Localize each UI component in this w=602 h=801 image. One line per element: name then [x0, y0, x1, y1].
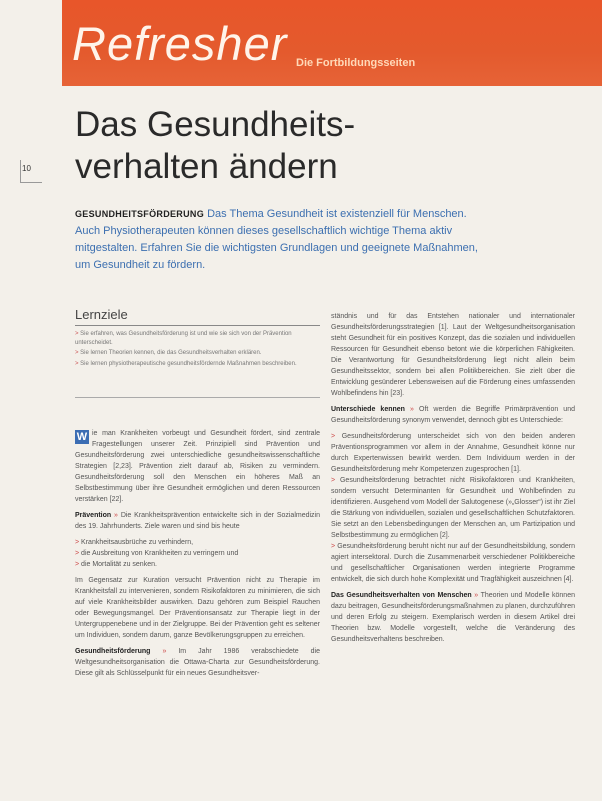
- body-column-left: [75, 428, 320, 780]
- body-column-right: [331, 311, 575, 781]
- learning-goals-list: [75, 330, 320, 368]
- lead-paragraph: [75, 206, 485, 274]
- list-item: > die Mortalität zu senken.: [75, 559, 320, 570]
- behavior-text: Theorien und Modelle können dazu beitragen, Gesundheitsförderungsmaßnahmen zu planen, durchzuführen und deren Erfolg zu steigern. Exemplarisch werden in diesem Artikel drei Theorien bzw. Modelle vorgestellt, welche die Veränderung des Gesundheitsverhaltens beschreiben.: [331, 592, 575, 643]
- differences-paragraph: Unterschiede kennen » Oft werden die Begriffe Primärprävention und Gesundheitsförderung synonym verwendet, dennoch gibt es Unterschiede:: [331, 406, 575, 424]
- drop-cap: W: [76, 431, 88, 443]
- learning-goals-box: [75, 307, 320, 370]
- margin-tick: [20, 160, 21, 182]
- headline-line-1: Das Gesundheits-: [75, 105, 356, 144]
- prevention-text: Die Krankheitsprävention entwickelte sich in der Sozialmedizin des 19. Jahrhunderts. Ziele waren und sind bis heute: [75, 512, 320, 530]
- behavior-paragraph: Das Gesundheitsverhalten von Menschen » Theorien und Modelle können dazu beitragen, Gesundheitsförderungsmaßnahmen zu planen, durchzuführen und deren Erfolg zu steigern. Exemplarisch werden in diesem Artikel drei Theorien bzw. Modelle vorgestellt, welche die Veränderung des Gesundheitsverhaltens beschreiben.: [331, 592, 575, 643]
- differences-list: [331, 431, 575, 585]
- intro-paragraph: [75, 428, 320, 505]
- list-item: > Gesundheitsförderung beruht nicht nur auf der Gesundheitsbildung, sondern agiert intersektoral. Durch die Zusammenarbeit verschiedener Politikbereiche und gesellschaftlicher Organisationen werden integrierte Programme entwickelt, die sich durch hohe Komplexität und Tragfähigkeit auszeichnen [4].: [331, 541, 575, 585]
- prevention-list: [75, 537, 320, 570]
- divider: [75, 325, 320, 326]
- page-number: 10: [22, 164, 31, 173]
- margin-tick: [20, 182, 42, 183]
- continued-paragraph: ständnis und für das Entstehen nationaler und internationaler Gesundheitsförderungsstrategien [1]. Laut der Weltgesundheitsorganisation steht Gesundheit für ein positives Konzept, das die sozialen und individuellen Ressourcen für Gesundheit ebenso betont wie die körperlichen Fähigkeiten. Die Verantwortung für Gesundheitsförderung liegt nicht allein beim Gesundheitssektor, sondern bei allen Politikbereichen. Sie zielt über die Entwicklung gesünderer Lebensweisen auf die Förderung eines umfassenden Wohlbefindens hin [23].: [331, 313, 575, 397]
- list-item: > Gesundheitsförderung unterscheidet sich von den beiden anderen Präventionsprogrammen vor allem in der Annahme, Gesundheit könne nur durch Expertenwissen bewirkt werden. Dem Individuum werden in der Gesundheitsförderung mehr Kompetenzen zugesprochen [1].: [331, 431, 575, 475]
- prevention-heading: Prävention: [75, 512, 112, 519]
- article-headline: [75, 104, 355, 188]
- lead-text: Das Thema Gesundheit ist existenziell für Menschen. Auch Physiotherapeuten können dieses gesellschaftlich wichtige Thema aktiv mitgestalten. Erfahren Sie die wichtigsten Grundlagen und geeignete Maßnahmen, um Gesundheit zu fördern.: [75, 208, 478, 271]
- health-promotion-paragraph: Gesundheitsförderung » Im Jahr 1986 verabschiedete die Weltgesundheitsorganisation die Ottawa-Charta zur Gesundheitsförderung. Diese gilt als Schlüsselpunkt für ein neues Gesundheitsver-: [75, 648, 320, 677]
- headline-line-2: verhalten ändern: [75, 147, 338, 186]
- banner-subtitle: Die Fortbildungsseiten: [296, 57, 416, 69]
- learning-goal-item: > Sie lernen Theorien kennen, die das Gesundheitsverhalten erklären.: [75, 349, 320, 358]
- divider: [75, 397, 320, 398]
- differences-text: Oft werden die Begriffe Primärprävention und Gesundheitsförderung synonym verwendet, dennoch gibt es Unterschiede:: [331, 406, 575, 424]
- learning-goals-title: Lernziele: [75, 307, 128, 322]
- list-item: > Gesundheitsförderung betrachtet nicht Risikofaktoren und Krankheiten, sondern versucht Determinanten für Gesundheit und Wohlbefinden zu identifizieren. Ausgehend vom Modell der Salutogenese (»„Glosser“) ist ihr Ziel die Stärkung von individuellen, sozialen und gesellschaftlichen Schutzfaktoren. Sie setzt an den Lebensbedingungen der Menschen an, um Partizipation und Selbstbestimmung zu ermöglichen [2].: [331, 475, 575, 541]
- refresher-banner: [62, 0, 602, 86]
- differences-heading: Unterschiede kennen: [331, 406, 405, 413]
- health-promotion-heading: Gesundheitsförderung: [75, 648, 151, 655]
- learning-goal-item: > Sie erfahren, was Gesundheitsförderung ist und wie sie sich von der Prävention unterscheidet.: [75, 330, 320, 347]
- list-item: > die Ausbreitung von Krankheiten zu verringern und: [75, 548, 320, 559]
- prevention-paragraph-2: Im Gegensatz zur Kuration versucht Prävention nicht zu Therapie im Krankheitsfall zu intervenieren, sondern Risikofaktoren zu minimieren, die sich auf viele Krankheitsbilder auswirken. Dazu gehören zum Beispiel Rauchen oder Bewegungsmangel. Der Präventionsansatz zur Therapie liegt in der Untergruppenebene und in der Zielgruppe. Bei der Prävention geht es seltener um Individuen, sondern darum, ganze Bevölkerungsgruppen zu erreichen.: [75, 577, 320, 639]
- learning-goal-item: > Sie lernen physiotherapeutische gesundheitsfördernde Maßnahmen beschreiben.: [75, 360, 320, 369]
- intro-text: ie man Krankheiten vorbeugt und Gesundheit fördert, sind zentrale Fragestellungen unserer Zeit. Prinzipiell sind Prävention und Gesundheitsförderung zwei unterschiedliche gesundheitswissenschaftliche Strategien [2,23]. Prävention zielt darauf ab, Risiken zu vermindern. Gesundheitsförderung soll den Menschen ein höheres Maß an Selbstbestimmung über ihre Gesundheit ermöglichen und deren Ressourcen verstärken [22].: [75, 430, 320, 503]
- health-promotion-text: Im Jahr 1986 verabschiedete die Weltgesundheitsorganisation die Ottawa-Charta zur Gesundheitsförderung. Diese gilt als Schlüsselpunkt für ein neues Gesundheitsver-: [75, 648, 320, 677]
- lead-kicker: GESUNDHEITSFÖRDERUNG: [75, 209, 205, 219]
- behavior-heading: Das Gesundheitsverhalten von Menschen: [331, 592, 472, 599]
- prevention-paragraph: Prävention » Die Krankheitsprävention entwickelte sich in der Sozialmedizin des 19. Jahrhunderts. Ziele waren und sind bis heute: [75, 512, 320, 530]
- banner-title: Refresher: [72, 17, 288, 70]
- list-item: > Krankheitsausbrüche zu verhindern,: [75, 537, 320, 548]
